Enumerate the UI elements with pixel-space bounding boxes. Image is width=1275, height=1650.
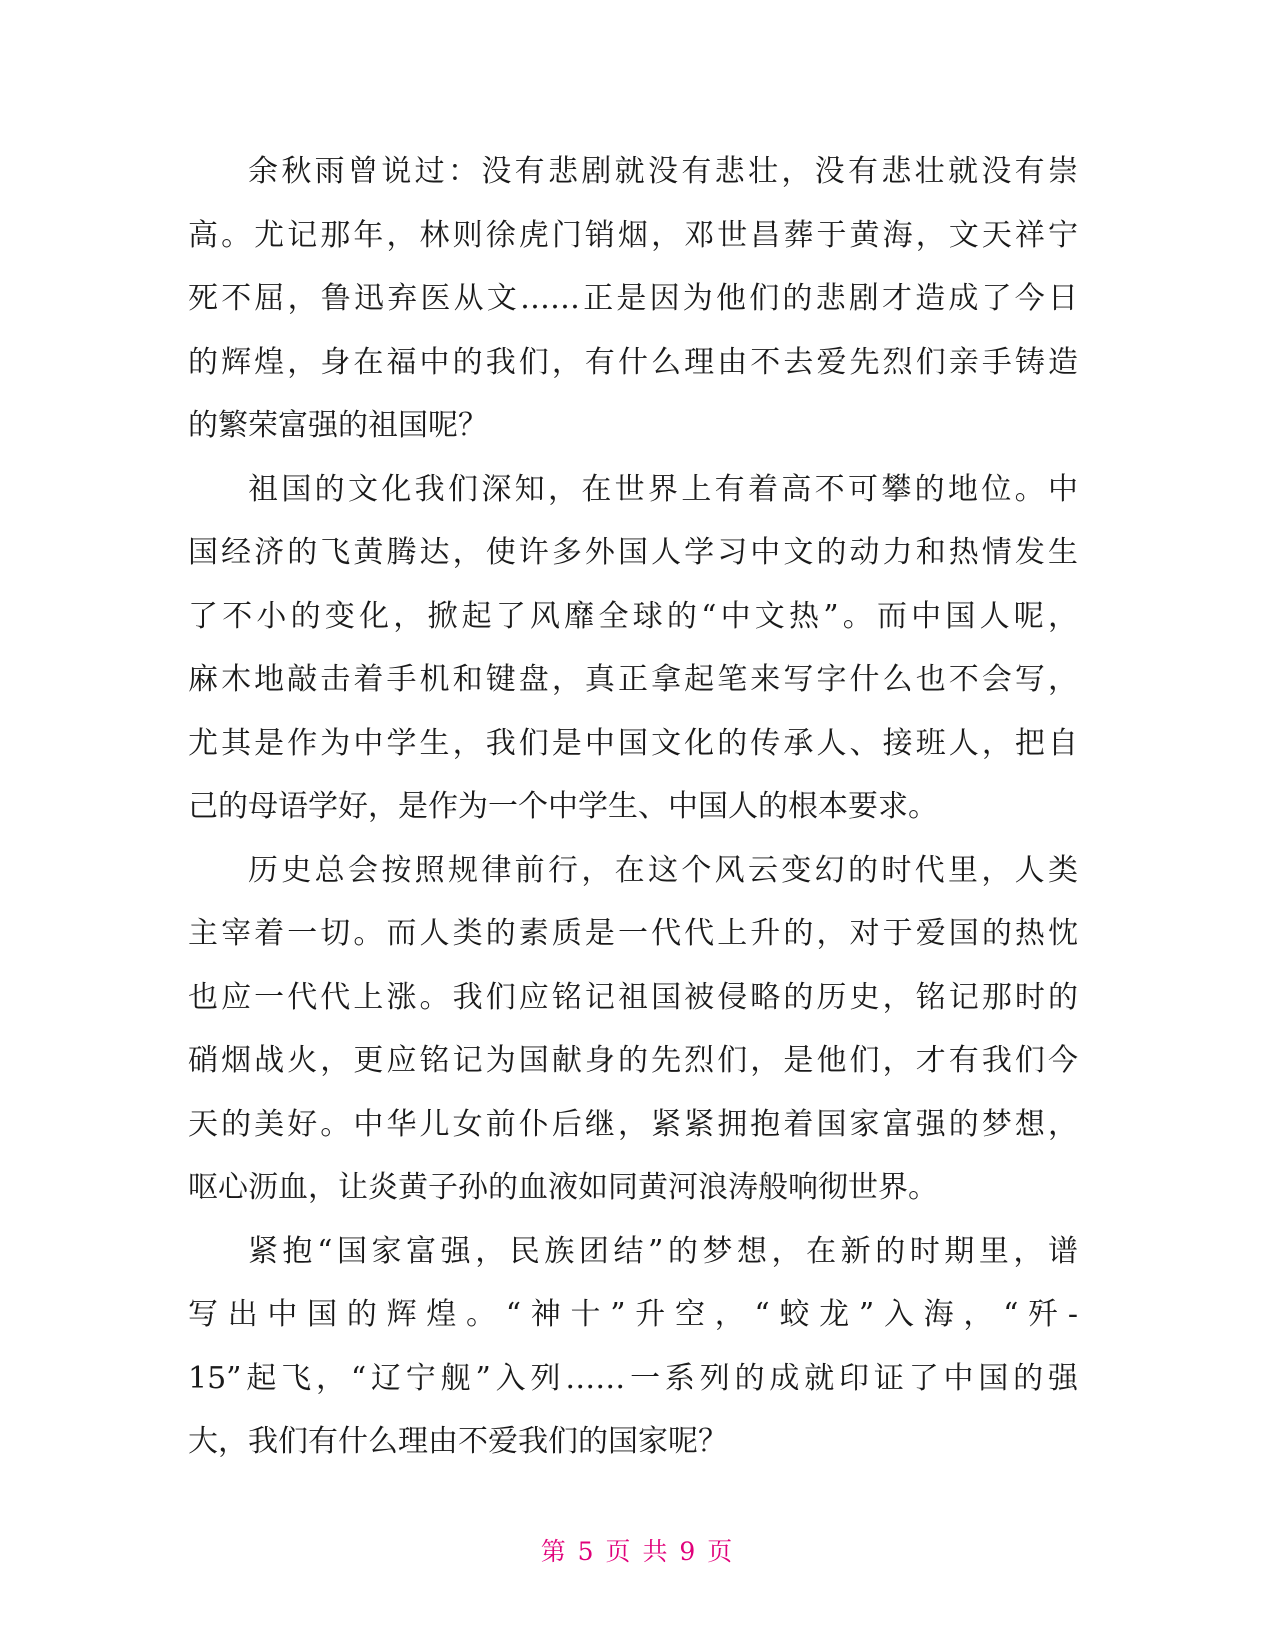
text-line: 15”起飞，“辽宁舰”入列……一系列的成就印证了中国的强	[188, 1360, 1078, 1396]
text-line: 天的美好。中华儿女前仆后继，紧紧拥抱着国家富强的梦想，	[188, 1106, 1078, 1142]
text-line: 的繁荣富强的祖国呢？	[188, 408, 488, 443]
text-line: 硝烟战火，更应铭记为国献身的先烈们，是他们，才有我们今	[188, 1043, 1078, 1078]
text-line: 也应一代代上涨。我们应铭记祖国被侵略的历史，铭记那时的	[188, 979, 1078, 1015]
text-line: 了不小的变化，掀起了风靡全球的“中文热”。而中国人呢，	[188, 598, 1078, 634]
paragraph	[188, 458, 1078, 839]
text-line: 国经济的飞黄腾达，使许多外国人学习中文的动力和热情发生	[188, 535, 1078, 570]
text-line: 主宰着一切。而人类的素质是一代代上升的，对于爱国的热忱	[188, 916, 1078, 951]
text-line: 己的母语学好，是作为一个中学生、中国人的根本要求。	[188, 789, 938, 824]
text-line: 大，我们有什么理由不爱我们的国家呢？	[188, 1424, 728, 1459]
page-number-footer: 第 5 页 共 9 页	[540, 1537, 735, 1566]
text-line: 余秋雨曾说过：没有悲剧就没有悲壮，没有悲壮就没有崇	[248, 154, 1078, 189]
text-line: 祖国的文化我们深知，在世界上有着高不可攀的地位。中	[248, 471, 1078, 507]
text-line: 尤其是作为中学生，我们是中国文化的传承人、接班人，把自	[188, 725, 1078, 761]
text-line: 高。尤记那年，林则徐虎门销烟，邓世昌葬于黄海，文天祥宁	[188, 217, 1078, 253]
text-line: 的辉煌，身在福中的我们，有什么理由不去爱先烈们亲手铸造	[188, 344, 1078, 380]
body-text	[188, 140, 1078, 1474]
text-line: 死不屈，鲁迅弃医从文……正是因为他们的悲剧才造成了今日	[188, 281, 1078, 316]
paragraph	[188, 1220, 1078, 1474]
paragraph	[188, 140, 1078, 458]
text-line: 紧抱“国家富强，民族团结”的梦想，在新的时期里，谱	[248, 1233, 1078, 1269]
text-line: 麻木地敲击着手机和键盘，真正拿起笔来写字什么也不会写，	[188, 662, 1078, 697]
text-line: 历史总会按照规律前行，在这个风云变幻的时代里，人类	[248, 852, 1078, 888]
text-line: 呕心沥血，让炎黄子孙的血液如同黄河浪涛般响彻世界。	[188, 1170, 938, 1205]
paragraph	[188, 839, 1078, 1220]
text-line: 写出中国的辉煌。“神十”升空，“蛟龙”入海，“歼-	[188, 1297, 1078, 1332]
